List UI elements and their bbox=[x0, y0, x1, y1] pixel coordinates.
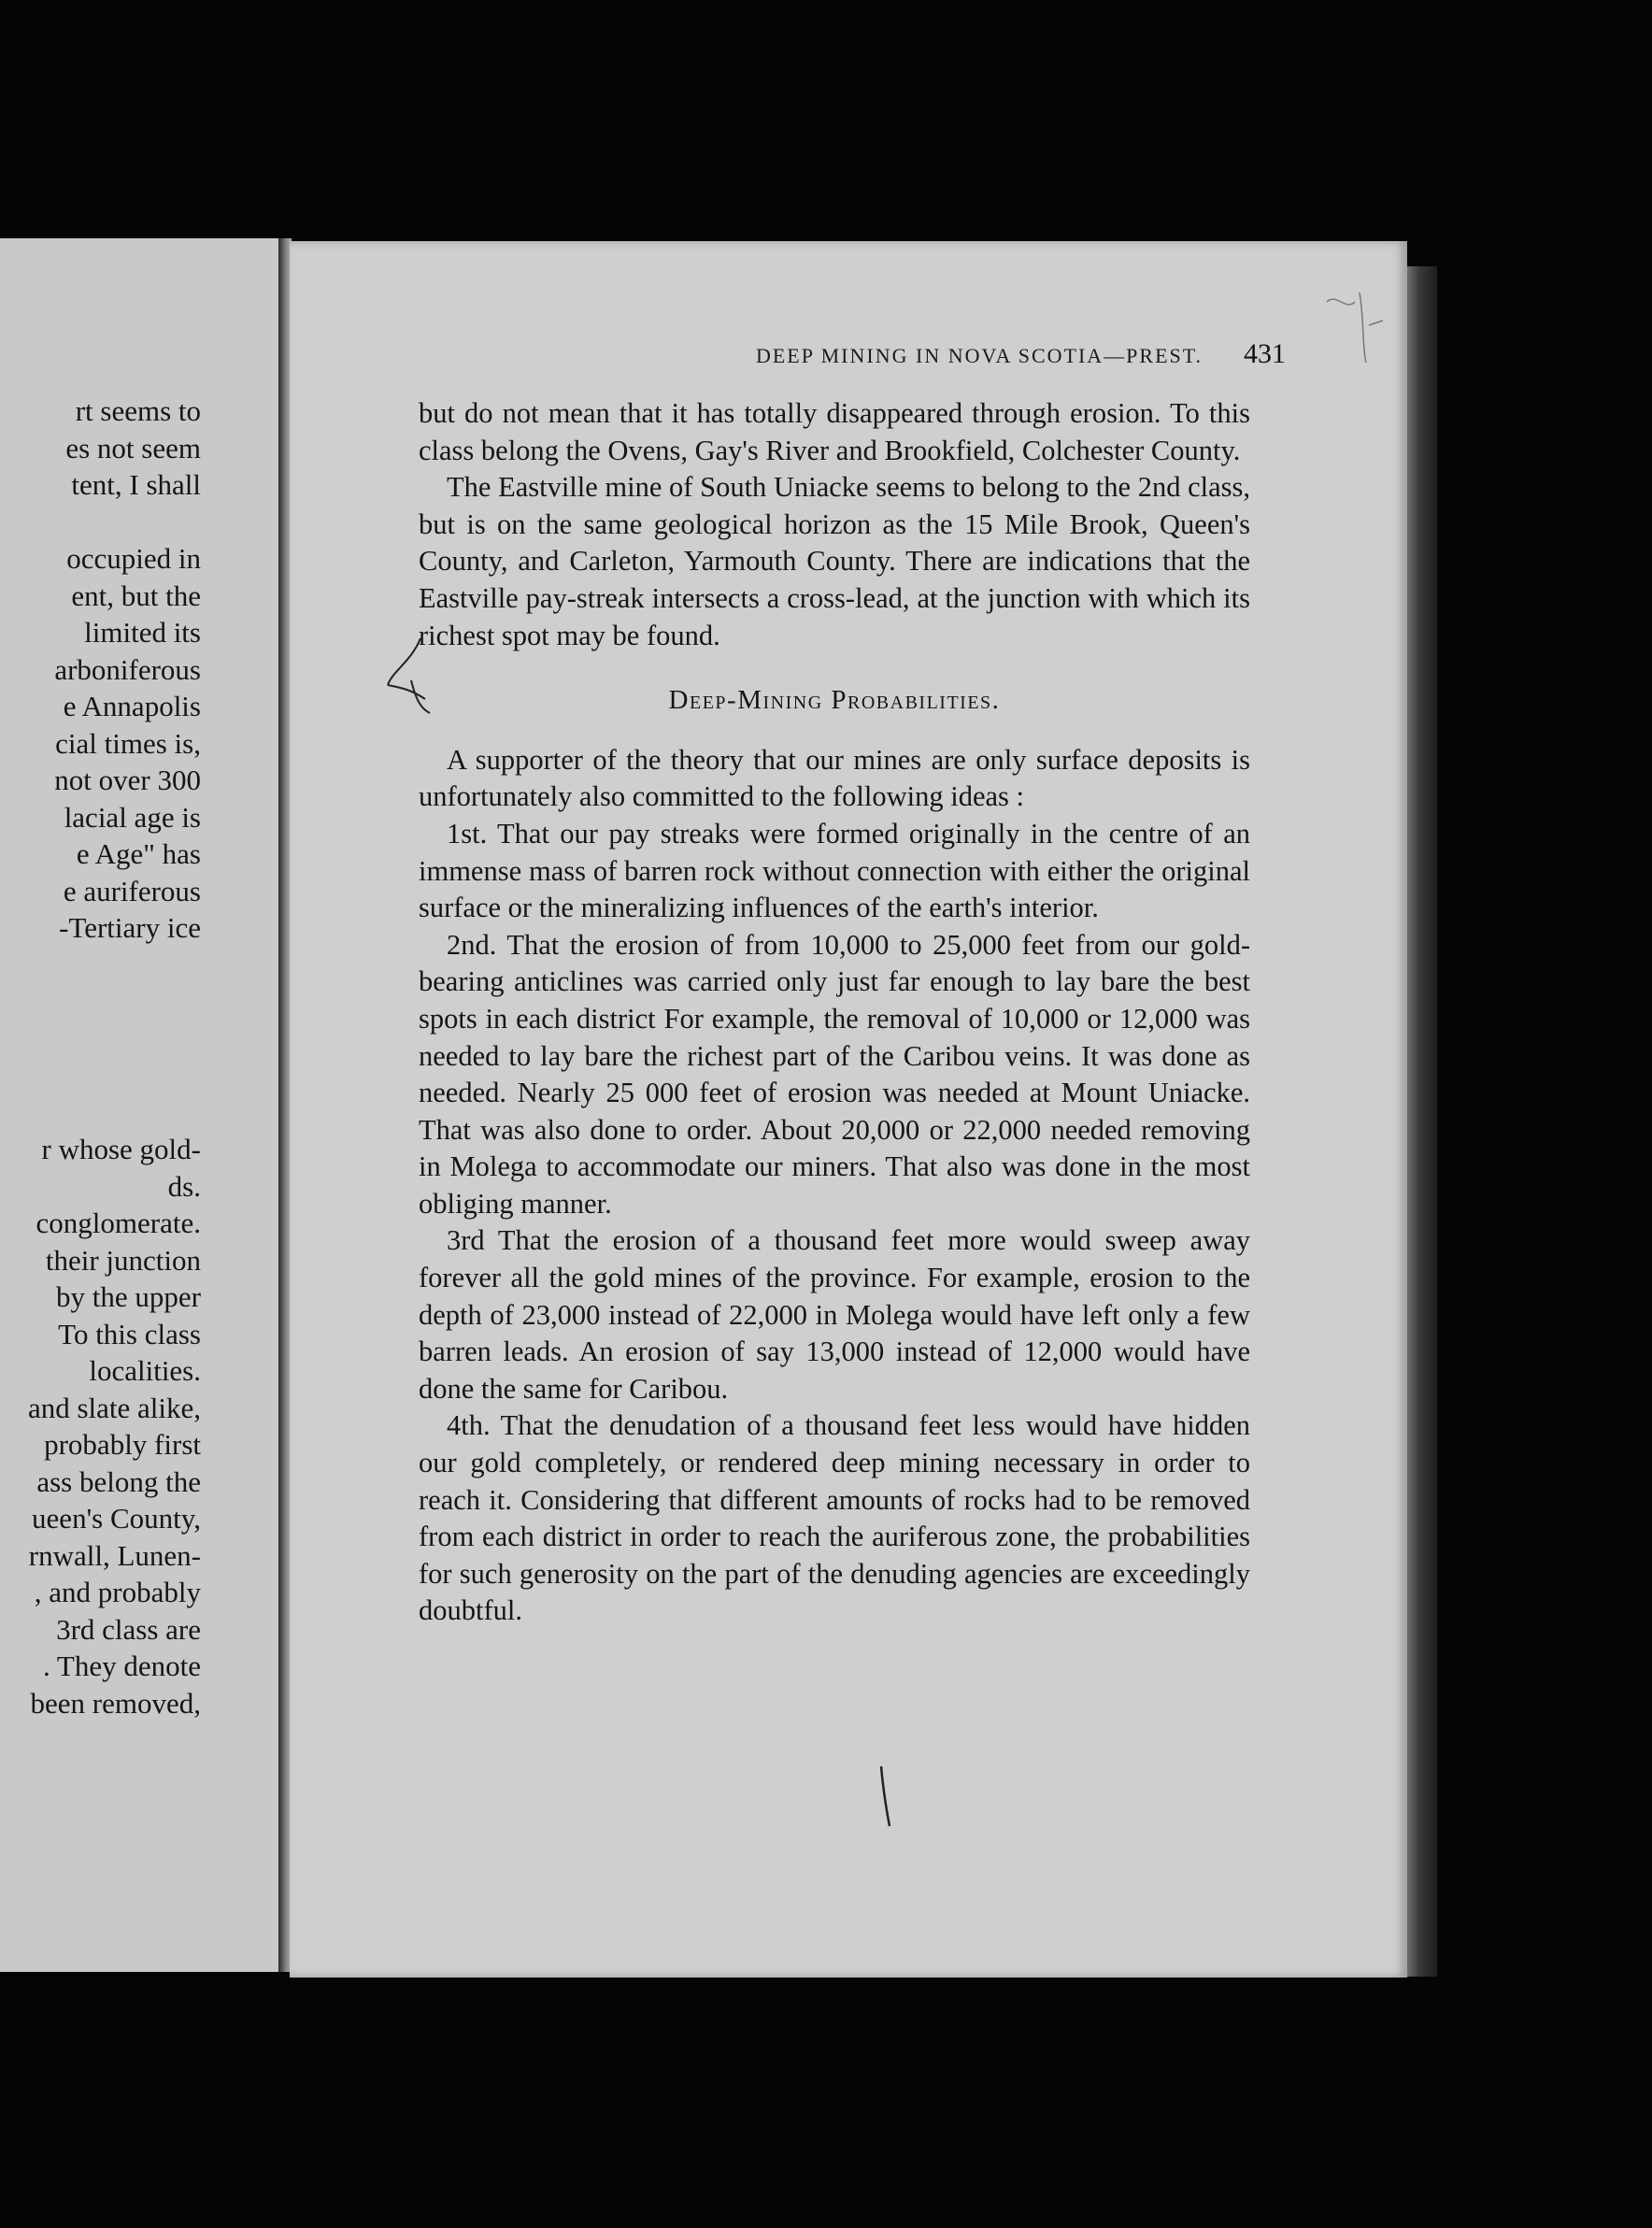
left-page-line: cial times is, bbox=[55, 726, 201, 760]
left-page-line: their junction bbox=[45, 1243, 201, 1277]
left-page-line: arboniferous bbox=[54, 652, 201, 686]
left-page-line: probably first bbox=[44, 1428, 201, 1461]
left-page-line: es not seem bbox=[65, 431, 201, 464]
left-page-line: e Age" has bbox=[76, 837, 201, 870]
left-page-line: rt seems to bbox=[75, 394, 201, 427]
paragraph-fourth-idea: 4th. That the denudation of a thousand feet less would have hidden our gold completely, or rendered deep mining necessary in order to reach it. Considering that different amounts of rocks had to be removed from each district in order to reach the auriferous zone, the probabilities for such generosity on the part of the denuding agencies are exceedingly doubtful. bbox=[419, 1409, 1250, 1627]
left-page-line: ueen's County, bbox=[32, 1502, 201, 1535]
running-head: DEEP MINING IN NOVA SCOTIA—PREST. bbox=[755, 344, 1203, 367]
left-page-line: not over 300 bbox=[54, 764, 201, 796]
left-page-line bbox=[0, 1094, 201, 1132]
paragraph-third-idea: 3rd That the erosion of a thousand feet more would sweep away forever all the gold mines of the province. For example, erosion to the depth of 23,000 instead of 22,000 in Molega would have left only a few barren leads. An erosion of say 13,000 instead of 12,000 would have done the same for Caribou. bbox=[419, 1224, 1250, 1405]
left-page-line: by the upper bbox=[56, 1280, 201, 1313]
page-number: 431 bbox=[1244, 338, 1286, 369]
paragraph-eastville: The Eastville mine of South Uniacke seems to belong to the 2nd class, but is on the same geological horizon as the 15 Mile Brook, Queen's County, and Carleton, Yarmouth County. There are indications that the Eastville pay-streak intersects a cross-lead, at the junction with which its richest spot may be found. bbox=[419, 471, 1250, 651]
ink-stroke-mark bbox=[876, 1764, 895, 1830]
left-page-line: been removed, bbox=[30, 1686, 201, 1720]
page-body bbox=[419, 395, 1250, 1630]
left-page-text-column bbox=[0, 393, 201, 1721]
section-heading: Deep-Mining Probabilities. bbox=[668, 685, 1001, 716]
left-page-line: To this class bbox=[58, 1317, 201, 1350]
left-page-line bbox=[0, 947, 201, 984]
paragraph-first-idea: 1st. That our pay streaks were formed originally in the centre of an immense mass of barren rock without connection with either the original surface or the mineralizing influences of the earth's interior. bbox=[419, 817, 1250, 924]
corner-scribble-mark bbox=[1308, 283, 1392, 367]
left-page-line: lacial age is bbox=[64, 800, 201, 834]
left-page-line: ass belong the bbox=[36, 1464, 201, 1498]
left-page-line: localities. bbox=[89, 1354, 201, 1387]
paragraph-second-idea: 2nd. That the erosion of from 10,000 to 25,000 feet from our gold-bearing anticlines was carried only just far enough to lay bare the best spots in each district For example, the removal of 10,000 or 12,000 was needed to lay bare the richest part of the Caribou veins. It was done as needed. Nearly 25 000 feet of erosion was needed at Mount Uniacke. That was also done to order. About 20,000 or 22,000 needed removing in Molega to accommodate our miners. That also was done in the most obliging manner. bbox=[419, 928, 1250, 1220]
left-page-line: r whose gold- bbox=[41, 1133, 201, 1165]
ink-scribble-mark bbox=[383, 634, 439, 718]
left-page-line: 3rd class are bbox=[56, 1612, 201, 1646]
left-page-line: , and probably bbox=[34, 1576, 201, 1608]
left-page-line: e Annapolis bbox=[63, 690, 201, 722]
left-page-line: conglomerate. bbox=[36, 1207, 201, 1239]
left-page-line: ds. bbox=[167, 1169, 201, 1203]
paragraph-continued: but do not mean that it has totally disappeared through erosion. To this class belong the Ovens, Gay's River and Brookfield, Colchester County. bbox=[419, 397, 1250, 466]
page-edge-stack bbox=[1407, 266, 1437, 1977]
left-page-line bbox=[0, 1021, 201, 1058]
paragraph-supporter: A supporter of the theory that our mines are only surface deposits is unfortunately also committed to the following ideas : bbox=[419, 743, 1250, 813]
left-page-line: . They denote bbox=[42, 1650, 201, 1682]
left-page-line: ent, but the bbox=[71, 578, 201, 612]
left-page-line bbox=[0, 1057, 201, 1094]
left-page-line: tent, I shall bbox=[71, 468, 201, 501]
left-page-line bbox=[0, 504, 201, 541]
left-facing-page bbox=[0, 238, 282, 1972]
right-page bbox=[290, 241, 1407, 1978]
left-page-line: e auriferous bbox=[63, 874, 201, 907]
left-page-line: occupied in bbox=[66, 542, 201, 575]
left-page-line: -Tertiary ice bbox=[59, 911, 201, 944]
left-page-line: rnwall, Lunen- bbox=[28, 1538, 201, 1572]
left-page-line: and slate alike, bbox=[27, 1391, 201, 1424]
left-page-line bbox=[0, 983, 201, 1021]
left-page-line: limited its bbox=[84, 616, 201, 649]
